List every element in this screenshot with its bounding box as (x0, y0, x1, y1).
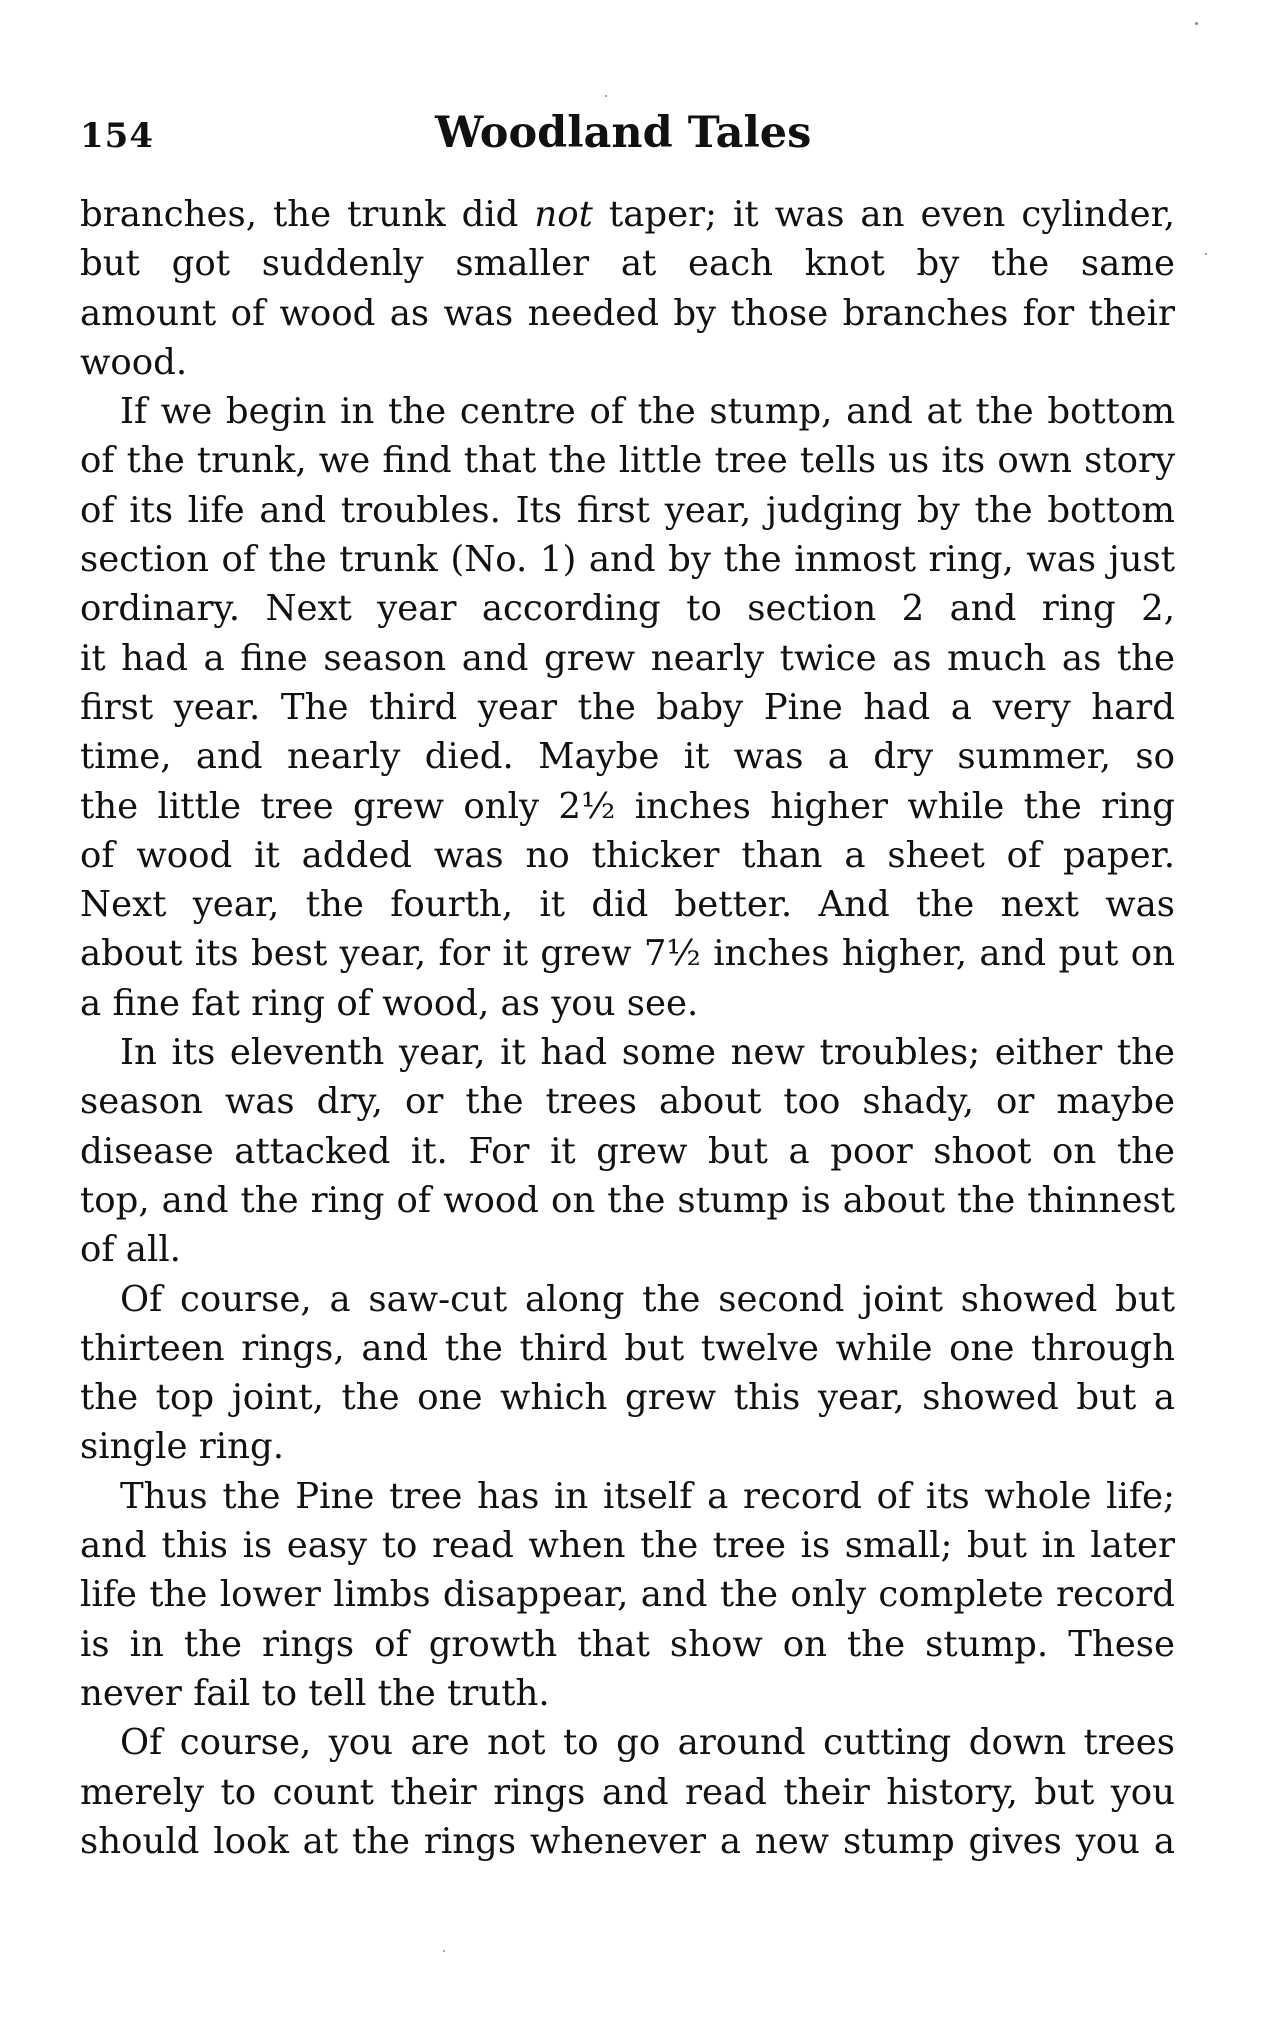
page-number: 154 (80, 116, 154, 156)
scan-speck (605, 95, 607, 97)
text-line: Of course, a saw-cut along the second joint showed but (120, 1278, 1175, 1320)
text-line (80, 190, 1175, 239)
text-line: life the lower limbs disappear, and the only complete record (80, 1574, 1175, 1616)
text-line: time, and nearly died. Maybe it was a dry summer, so (80, 736, 1175, 778)
text-line: of wood it added was no thicker than a sheet of paper. (80, 834, 1175, 876)
text-line: Next year, the fourth, it did better. And the next was (80, 884, 1175, 926)
text-line: never fail to tell the truth. (80, 1672, 550, 1714)
text-line: single ring. (80, 1426, 285, 1468)
text-line: disease attacked it. For it grew but a poor shoot on the (80, 1130, 1175, 1172)
text-line: wood. (80, 341, 188, 383)
text-line: thirteen rings, and the third but twelve while one through (80, 1327, 1175, 1369)
scan-speck (1195, 22, 1198, 25)
text-line: about its best year, for it grew 7½ inches higher, and put on (80, 933, 1175, 975)
text-line: Thus the Pine tree has in itself a record of its whole life; (120, 1475, 1175, 1517)
text-line: If we begin in the centre of the stump, and at the bottom (120, 391, 1175, 433)
body-text (80, 190, 1175, 1866)
text-line: In its eleventh year, it had some new troubles; either the (120, 1032, 1175, 1074)
text-line: and this is easy to read when the tree is small; but in later (80, 1525, 1175, 1567)
text-line: of the trunk, we find that the little tree tells us its own story (80, 440, 1175, 482)
text-line: merely to count their rings and read their history, but you (80, 1771, 1175, 1813)
text-line: amount of wood as was needed by those branches for their (80, 292, 1175, 334)
text-line: it had a fine season and grew nearly twice as much as the (80, 637, 1175, 679)
text-line: season was dry, or the trees about too shady, or maybe (80, 1081, 1175, 1123)
text-segment: taper; it was an even cylinder, (592, 194, 1175, 235)
text-line: ordinary. Next year according to section 2 and ring 2, (80, 588, 1175, 630)
text-line: section of the trunk (No. 1) and by the inmost ring, was just (80, 539, 1175, 581)
text-line: a fine fat ring of wood, as you see. (80, 982, 699, 1024)
text-line: first year. The third year the baby Pine had a very hard (80, 686, 1175, 728)
text-line: top, and the ring of wood on the stump is about the thinnest (80, 1179, 1175, 1221)
scan-speck (1205, 253, 1207, 255)
text-line: the little tree grew only 2½ inches higher while the ring (80, 785, 1175, 827)
page-header (80, 108, 1175, 168)
emphasis-word: not (534, 194, 593, 235)
text-line: of its life and troubles. Its first year, judging by the bottom (80, 489, 1175, 531)
text-line: should look at the rings whenever a new stump gives you a (80, 1820, 1175, 1862)
text-line: Of course, you are not to go around cutting down trees (120, 1722, 1175, 1764)
text-line: the top joint, the one which grew this year, showed but a (80, 1377, 1175, 1419)
text-line: of all. (80, 1229, 181, 1271)
text-line: is in the rings of growth that show on the stump. These (80, 1623, 1175, 1665)
running-title: Woodland Tales (435, 108, 812, 158)
scan-speck (443, 1950, 445, 1952)
text-line: but got suddenly smaller at each knot by the same (80, 243, 1175, 285)
text-segment: branches, the trunk did (80, 194, 535, 235)
